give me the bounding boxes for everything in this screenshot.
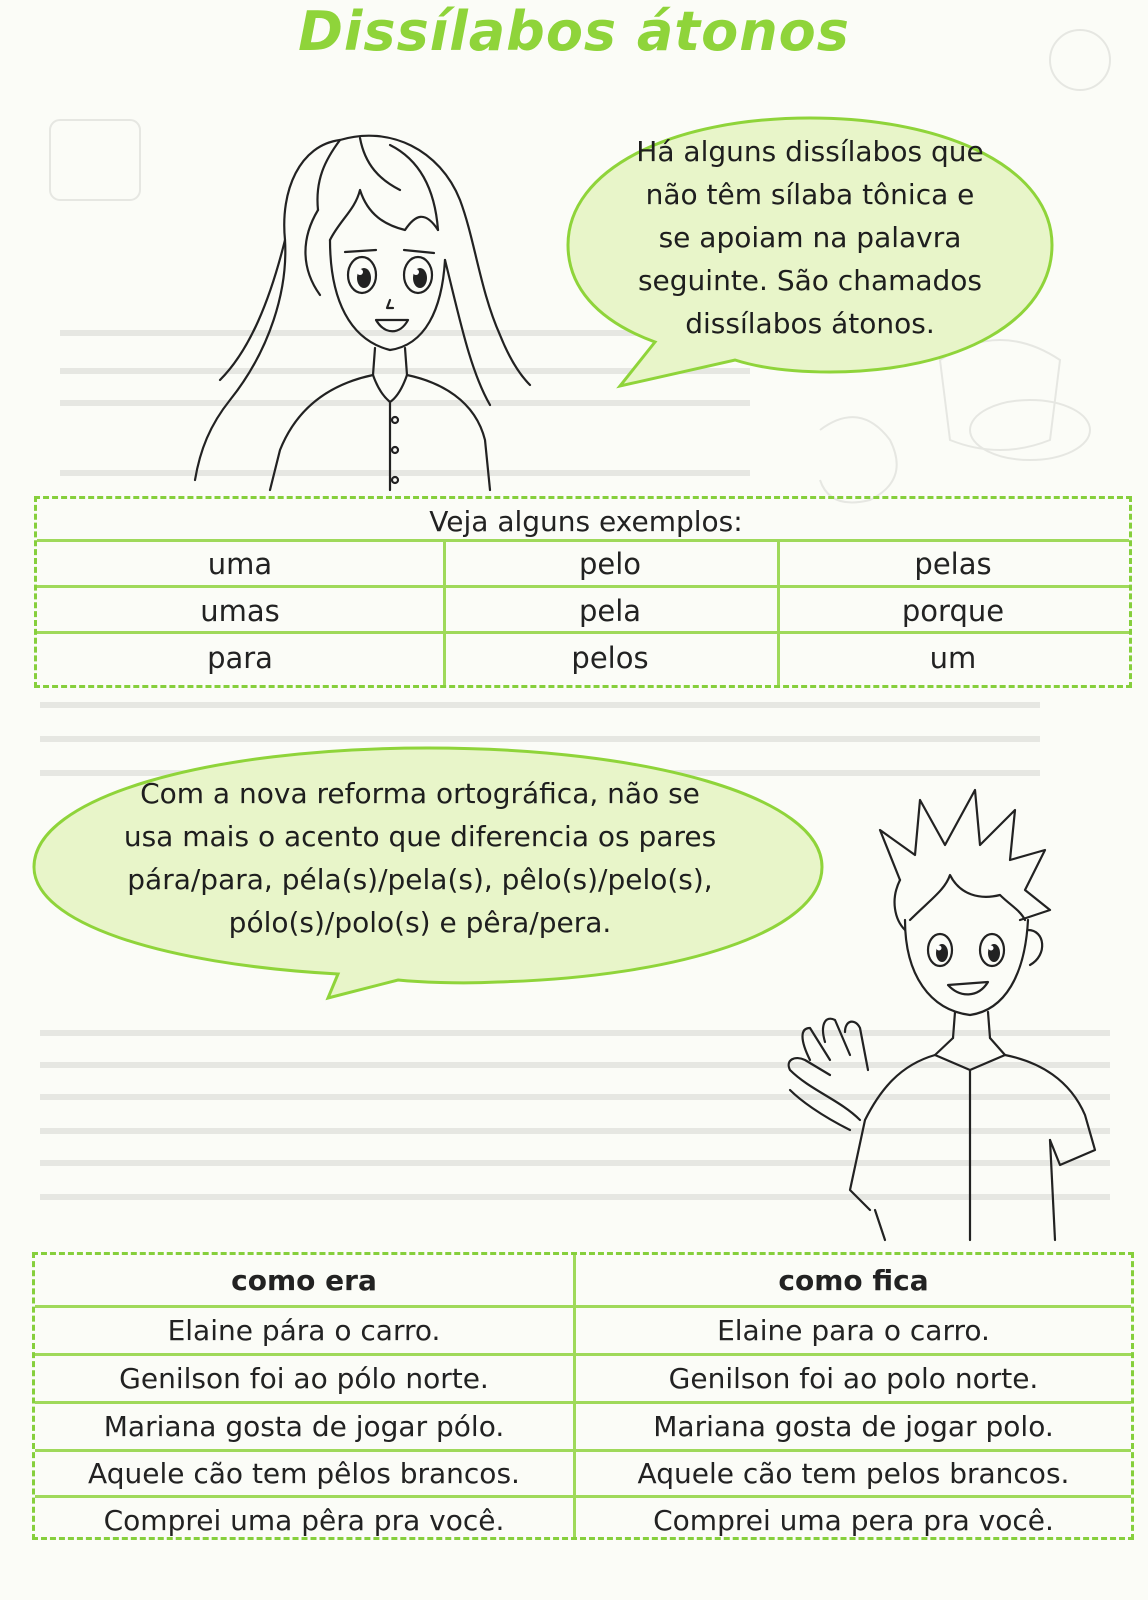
bubble-middle-line: Com a nova reforma ortográfica, não se: [140, 777, 700, 810]
sentence-after: Comprei uma pera pra você.: [653, 1504, 1054, 1537]
bubble-middle-text: [60, 772, 780, 944]
boy-illustration: [770, 770, 1110, 1250]
bubble-top-line: seguinte. São chamados: [637, 264, 983, 297]
examples-table: [34, 496, 1132, 688]
sentence-after: Mariana gosta de jogar polo.: [653, 1410, 1054, 1443]
example-word: uma: [207, 547, 273, 581]
comparison-table: [32, 1252, 1134, 1540]
bubble-top-line: não têm sílaba tônica e: [645, 178, 975, 211]
sentence-before: Comprei uma pêra pra você.: [103, 1504, 505, 1537]
column-header-after: como fica: [778, 1264, 929, 1297]
example-word: para: [207, 641, 273, 675]
bubble-top-line: dissílabos átonos.: [685, 307, 935, 340]
example-word: porque: [901, 594, 1005, 628]
column-header-before: como era: [231, 1264, 377, 1297]
sentence-after: Elaine para o carro.: [717, 1314, 990, 1347]
sentence-before: Mariana gosta de jogar pólo.: [103, 1410, 505, 1443]
example-word: pelas: [914, 547, 992, 581]
bubble-middle-line: usa mais o acento que diferencia os pares: [123, 820, 717, 853]
example-word: um: [929, 641, 977, 675]
example-word: pelo: [578, 547, 642, 581]
bubble-top-line: Há alguns dissílabos que: [636, 135, 984, 168]
page-title: Dissílabos átonos: [298, 0, 850, 63]
bubble-top-line: se apoiam na palavra: [658, 221, 962, 254]
example-word: umas: [200, 594, 280, 628]
sentence-before: Genilson foi ao pólo norte.: [119, 1362, 489, 1395]
bubble-top-text: [600, 130, 1020, 345]
examples-caption: Veja alguns exemplos:: [429, 505, 743, 538]
sentence-after: Genilson foi ao polo norte.: [668, 1362, 1039, 1395]
bubble-middle-line: pólo(s)/polo(s) e pêra/pera.: [228, 906, 612, 939]
sentence-before: Aquele cão tem pêlos brancos.: [88, 1457, 520, 1490]
sentence-before: Elaine pára o carro.: [167, 1314, 441, 1347]
sentence-after: Aquele cão tem pelos brancos.: [637, 1457, 1070, 1490]
bubble-middle-line: pára/para, péla(s)/pela(s), pêlo(s)/pelo(s),: [127, 863, 713, 896]
example-word: pela: [578, 594, 642, 628]
example-word: pelos: [571, 641, 649, 675]
girl-illustration: [190, 120, 550, 500]
